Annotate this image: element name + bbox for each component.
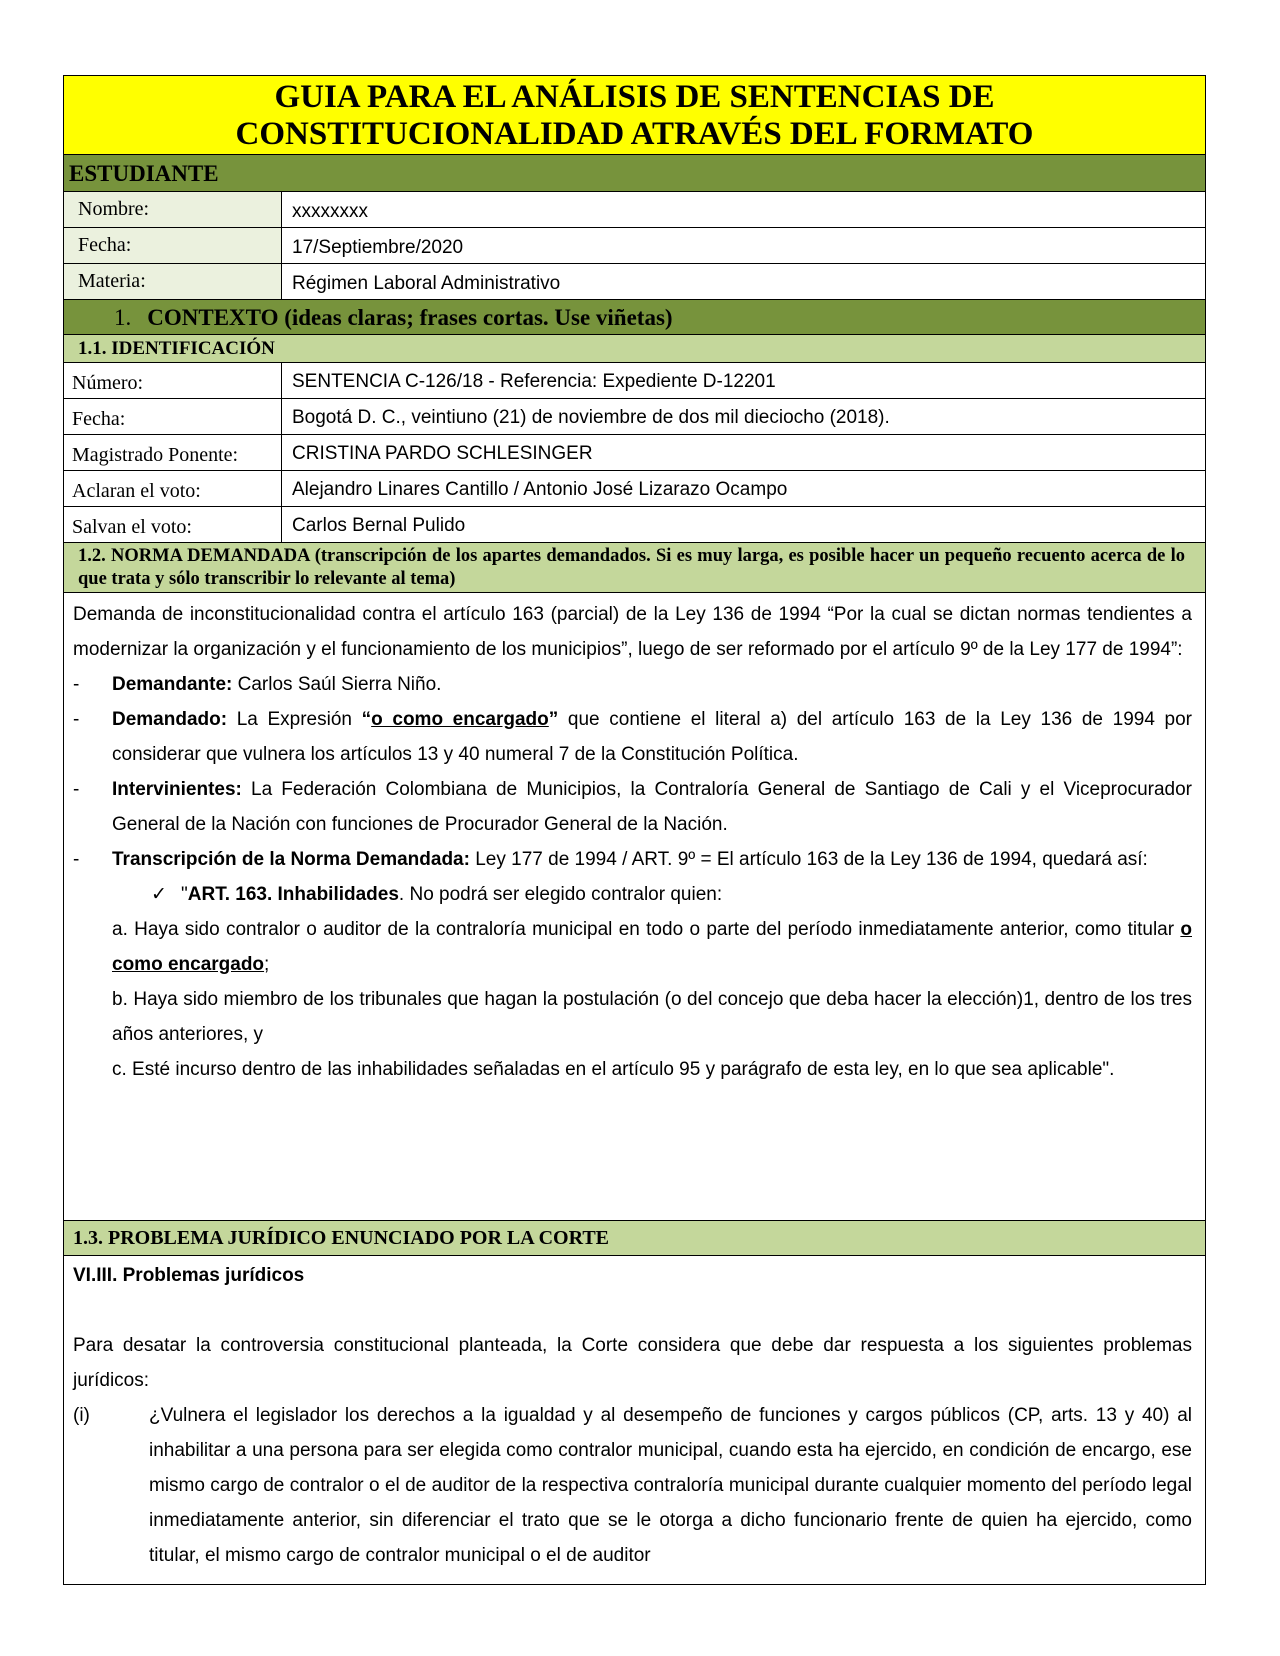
estudiante-heading: ESTUDIANTE — [64, 155, 1205, 192]
norma-heading: 1.2. NORMA DEMANDADA (transcripción de los apartes demandados. Si es muy larga, es posible hacer un pequeño recuento acerca de lo que trata y sólo transcribir lo relevante al tema) — [64, 543, 1205, 593]
norma-intro: Demanda de inconstitucionalidad contra el artículo 163 (parcial) de la Ley 136 de 1994 “Por la cual se dictan normas tendientes a modernizar la organización y el funcionamiento de los municipios”, luego de ser reformado por el artículo 9º de la Ley 177 de 1994”: — [73, 604, 1192, 660]
id-value-aclaran: Alejandro Linares Cantillo / Antonio José Lizarazo Ocampo — [292, 479, 788, 500]
field-value-fecha: 17/Septiembre/2020 — [292, 237, 464, 258]
intervinientes-label: Intervinientes: — [112, 779, 242, 800]
field-value-materia: Régimen Laboral Administrativo — [292, 273, 561, 294]
article-heading — [73, 877, 1192, 912]
contexto-heading — [64, 300, 1205, 335]
id-label: Número: — [64, 363, 282, 398]
item-text: ¿Vulnera el legislador los derechos a la igualdad y al desempeño de funciones y cargos públicos (CP, arts. 13 y 40) al inhabilitar a una persona para ser elegida como contralor municipal, cuando esta ha ejercido, en condición de encargo, ese mismo cargo de contralor o el de auditor de la respectiva contraloría municipal durante cualquier momento del período legal inmediatamente anterior, sin diferenciar el trato que se le otorga a dicho funcionario frente de quien ha ejercido, como titular, el mismo cargo de contralor municipal o el de auditor — [149, 1405, 1192, 1566]
checkmark-icon: ✓ — [151, 884, 167, 905]
demandado-label: Demandado: — [112, 709, 228, 730]
article-title: ART. 163. Inhabilidades — [187, 884, 399, 905]
id-row-salvan — [64, 507, 1205, 543]
article-rest: . No podrá ser elegido contralor quien: — [398, 884, 723, 905]
field-row-nombre — [64, 192, 1205, 228]
demandado-close-quote: ” — [548, 709, 559, 730]
norma-content — [64, 593, 1205, 1221]
transcripcion-label: Transcripción de la Norma Demandada: — [112, 849, 470, 870]
bullet-dash: - — [73, 779, 80, 800]
bullet-dash: - — [73, 709, 80, 730]
item-a-post: ; — [264, 954, 270, 975]
contexto-title: CONTEXTO (ideas claras; frases cortas. Use viñetas) — [147, 305, 673, 330]
problema-subheading: VI.III. Problemas jurídicos — [73, 1265, 305, 1286]
list-item-transcripcion — [73, 842, 1192, 877]
demandado-expression: o como encargado — [371, 709, 549, 730]
id-label: Fecha: — [64, 399, 282, 434]
id-label: Aclaran el voto: — [64, 471, 282, 506]
demandante-text: Carlos Saúl Sierra Niño. — [232, 674, 442, 695]
bullet-dash: - — [73, 849, 80, 870]
problema-heading: 1.3. PROBLEMA JURÍDICO ENUNCIADO POR LA CORTE — [64, 1221, 1205, 1256]
id-label: Salvan el voto: — [64, 507, 282, 542]
id-row-fecha — [64, 399, 1205, 435]
title-line-1: GUIA PARA EL ANÁLISIS DE SENTENCIAS DE — [274, 79, 995, 115]
id-value-magistrado: CRISTINA PARDO SCHLESINGER — [292, 443, 593, 464]
article-item-b: b. Haya sido miembro de los tribunales que hagan la postulación (o del concejo que deba hacer la elección)1, dentro de los tres años anteriores, y — [112, 989, 1192, 1045]
id-label: Magistrado Ponente: — [64, 435, 282, 470]
item-number: (i) — [73, 1405, 90, 1426]
article-item-c: c. Esté incurso dentro de las inhabilidades señaladas en el artículo 95 y parágrafo de esta ley, en lo que sea aplicable". — [112, 1059, 1115, 1080]
problema-intro: Para desatar la controversia constitucional planteada, la Corte considera que debe dar respuesta a los siguientes problemas jurídicos: — [73, 1335, 1192, 1391]
field-value-nombre: xxxxxxxx — [292, 201, 368, 222]
id-row-numero — [64, 363, 1205, 399]
analysis-form — [63, 75, 1206, 1585]
field-label: Nombre: — [64, 192, 282, 227]
field-label: Fecha: — [64, 228, 282, 263]
article-item-a — [73, 912, 1192, 982]
id-value-salvan: Carlos Bernal Pulido — [292, 515, 466, 536]
title-line-2: CONSTITUCIONALIDAD ATRAVÉS DEL FORMATO — [235, 116, 1034, 152]
list-item-intervinientes — [73, 772, 1192, 842]
intervinientes-text: La Federación Colombiana de Municipios, la Contraloría General de Santiago de Cali y el Viceprocurador General de la Nación con funciones de Procurador General de la Nación. — [112, 779, 1192, 835]
form-title — [64, 76, 1205, 155]
demandado-post: que contiene el literal a) del artículo 163 de la Ley 136 de 1994 por considerar que vulnera los artículos 13 y 40 numeral 7 de la Constitución Política. — [112, 709, 1192, 765]
field-label: Materia: — [64, 264, 282, 299]
bullet-dash: - — [73, 674, 80, 695]
id-row-aclaran — [64, 471, 1205, 507]
identificacion-heading: 1.1. IDENTIFICACIÓN — [64, 335, 1205, 363]
demandante-label: Demandante: — [112, 674, 233, 695]
transcripcion-text: Ley 177 de 1994 / ART. 9º = El artículo 163 de la Ley 136 de 1994, quedará así: — [469, 849, 1148, 870]
contexto-number: 1. — [114, 305, 132, 330]
demandado-pre: La Expresión — [227, 709, 362, 730]
id-row-magistrado — [64, 435, 1205, 471]
problema-content — [64, 1256, 1205, 1573]
demandado-open-quote: “ — [361, 709, 372, 730]
field-row-fecha — [64, 228, 1205, 264]
list-item-demandante — [73, 667, 1192, 702]
article-open-quote: " — [181, 884, 188, 905]
list-item-demandado — [73, 702, 1192, 772]
problema-item-1 — [73, 1398, 1192, 1573]
field-row-materia — [64, 264, 1205, 300]
item-a-expression: o como encargado — [112, 919, 1192, 975]
item-a-pre: a. Haya sido contralor o auditor de la contraloría municipal en todo o parte del período inmediatamente anterior, como titular — [112, 919, 1181, 940]
id-value-fecha: Bogotá D. C., veintiuno (21) de noviembre de dos mil dieciocho (2018). — [292, 407, 890, 428]
id-value-numero: SENTENCIA C-126/18 - Referencia: Expediente D-12201 — [292, 371, 776, 392]
